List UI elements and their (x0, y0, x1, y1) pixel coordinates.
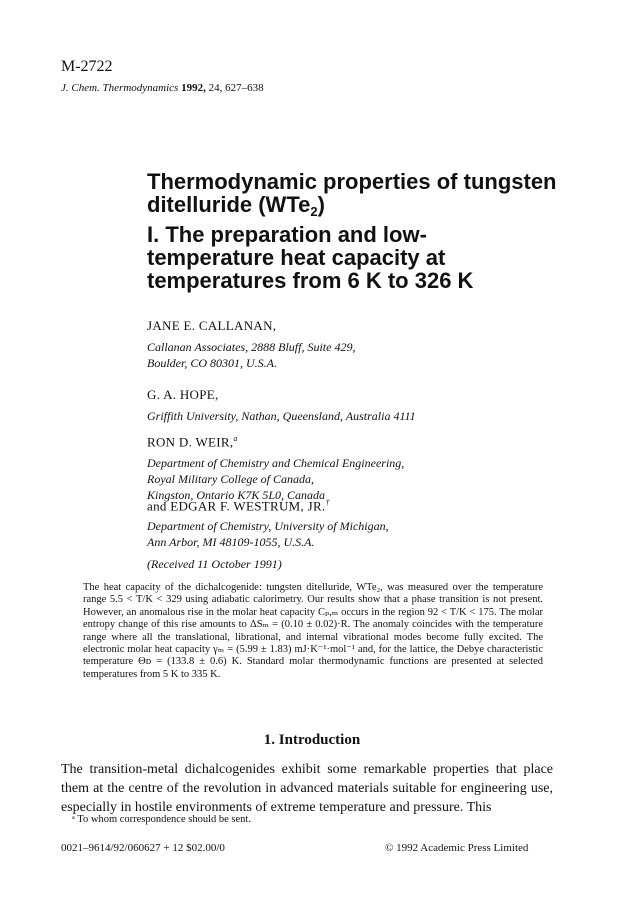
abstract: The heat capacity of the dichalcogenide: tungsten ditelluride, WTe₂, was measured over the temperature range 5.5 < T/K < 329 using adiabatic calorimetry. Our results show that a phase transition is not present. However, an anomalous rise in the molar heat capacity Cₚ,ₘ occurs in the region 92 < T/K < 175. The molar entropy change of this rise amounts to ΔSₘ = (0.10 ± 0.02)·R. The anomaly coincides with the temperature range where all the translational, librational, and internal vibrational modes become fully excited. The electronic molar heat capacity γₘ = (5.99 ± 1.83) mJ·K⁻¹·mol⁻¹ and, for the lattice, the Debye characteristic temperature Θᴅ = (133.8 ± 0.6) K. Standard molar thermodynamic functions are presented at selected temperatures from 5 K to 335 K. (83, 582, 543, 680)
title-line: I. The preparation and low- (147, 222, 427, 247)
footnote: ᵃ To whom correspondence should be sent. (72, 814, 251, 825)
paper-title (147, 170, 567, 292)
section-heading: 1. Introduction (263, 732, 361, 748)
received-date: (Received 11 October 1991) (147, 557, 282, 571)
author-affiliation: Callanan Associates, 2888 Bluff, Suite 429, Boulder, CO 80301, U.S.A. (147, 340, 356, 370)
journal-year: 1992, (181, 82, 206, 94)
article-code: 0021–9614/92/060627 + 12 $02.00/0 (61, 842, 225, 854)
title-line: temperatures from 6 K to 326 K (147, 268, 474, 293)
title-line: temperature heat capacity at (147, 245, 446, 270)
title-line: Thermodynamic properties of tungsten (147, 169, 557, 194)
copyright-notice: © 1992 Academic Press Limited (385, 842, 529, 854)
author-name: RON D. WEIR,$^a$ (147, 434, 238, 450)
document-id: M-2722 (61, 58, 113, 75)
author-affiliation: Griffith University, Nathan, Queensland, Australia 4111 (147, 409, 416, 423)
author-name: and EDGAR F. WESTRUM, JR.† (147, 498, 330, 514)
author-name: G. A. HOPE, (147, 387, 219, 402)
author-affiliation: Department of Chemistry, University of Michigan, Ann Arbor, MI 48109-1055, U.S.A. (147, 519, 389, 549)
title-line: ditelluride (WTe$_2$) (147, 192, 325, 219)
journal-name: J. Chem. Thermodynamics (61, 82, 179, 94)
journal-reference (61, 82, 264, 94)
journal-volume-pages: 24, 627–638 (208, 82, 264, 94)
intro-paragraph: The transition-metal dichalcogenides exhibit some remarkable properties that place them at the centre of the revolution in advanced materials suitable for engineering use, especially in hostile environments of extreme temperature and pressure. This (61, 762, 553, 815)
author-name: JANE E. CALLANAN, (147, 318, 277, 333)
author-affiliation: Department of Chemistry and Chemical Engineering, Royal Military College of Canada, Kingston, Ontario K7K 5L0, Canada (147, 456, 405, 502)
